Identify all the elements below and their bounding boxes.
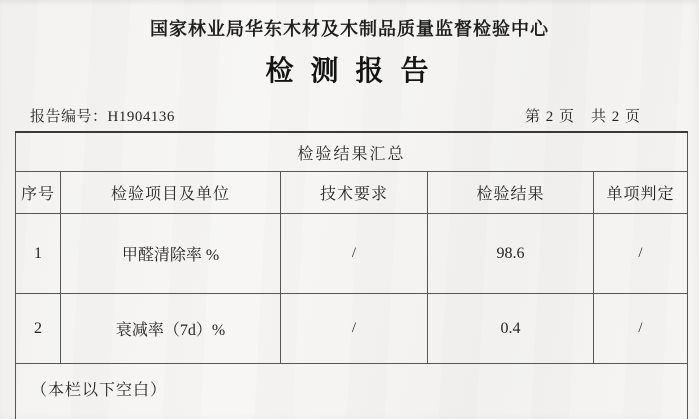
table-row: [16, 294, 688, 364]
column-header-item: 检验项目及单位: [61, 172, 281, 214]
row2-requirement: /: [281, 294, 428, 364]
row2-result: 0.4: [428, 294, 594, 364]
report-title: 检 测 报 告: [265, 56, 434, 87]
row2-judgment: /: [594, 294, 688, 364]
column-header-result: 检验结果: [428, 172, 594, 214]
report-number-label: 报告编号：: [30, 109, 108, 125]
footer-note: （本栏以下空白）: [16, 364, 688, 419]
table-footer-row: [16, 364, 688, 419]
table-header-row: [16, 172, 688, 214]
row2-item: 衰减率（7d）%: [61, 294, 281, 364]
table-section-title: 检验结果汇总: [16, 132, 688, 172]
results-table: [15, 131, 688, 419]
row1-result: 98.6: [428, 214, 594, 294]
column-header-no: 序号: [16, 172, 61, 214]
organization-title: 国家林业局华东木材及木制品质量监督检验中心: [150, 19, 549, 39]
column-header-judgment: 单项判定: [594, 172, 688, 214]
row2-no: 2: [16, 294, 61, 364]
table-row: [16, 214, 688, 294]
report-meta: [30, 105, 641, 126]
row1-requirement: /: [281, 214, 428, 294]
page-indicator: 第 2 页 共 2 页: [524, 109, 641, 125]
report-number-value: H1904136: [107, 109, 175, 125]
table-section-title-row: [16, 132, 688, 172]
column-header-requirement: 技术要求: [281, 172, 428, 214]
report-number: [30, 105, 175, 126]
row1-no: 1: [16, 214, 61, 294]
row1-judgment: /: [594, 214, 688, 294]
row1-item: 甲醛清除率 %: [61, 214, 281, 294]
